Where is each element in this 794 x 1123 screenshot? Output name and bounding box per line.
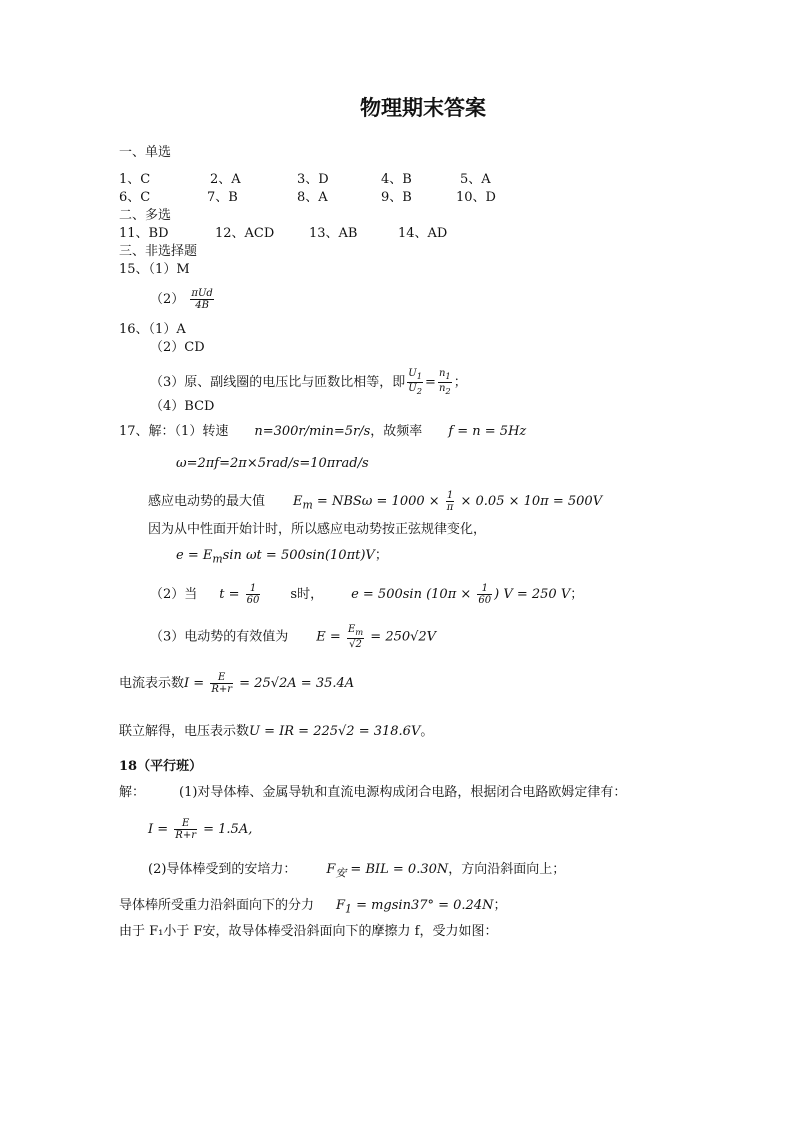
answer-item: 9、B — [381, 190, 412, 205]
answer-item: 14、AD — [398, 226, 448, 241]
q17-e-equation: $e = E_m\sin$ ωt = 500sin(10πt)V； — [176, 548, 388, 566]
q18-current-equation: I = $\frac{E}{R+r}$ = 1.5A, — [148, 818, 253, 841]
q17-emax: 感应电动势的最大值 $E_m = NBS\omega = 1000$ × $\frac{1}{\pi}$ × 0.05 × 10π = 500V — [148, 490, 603, 513]
answer-item: 7、B — [207, 190, 238, 205]
section-heading-single-choice: 一、单选 — [119, 145, 172, 160]
answer-item: 11、BD — [119, 226, 169, 241]
q16-part4: （4）BCD — [150, 399, 215, 414]
q15-part1: 15、（1）M — [119, 262, 190, 277]
page-title: 物理期末答案 — [360, 95, 486, 120]
q16-part2: （2）CD — [150, 340, 205, 355]
section-heading-non-choice: 三、非选择题 — [119, 244, 198, 259]
q17-omega: ω=2πf=2π×5rad/s=10πrad/s — [176, 456, 369, 471]
q16-part1: 16、（1）A — [119, 322, 186, 337]
q18-heading: 18（平行班） — [119, 759, 203, 774]
answer-item: 12、ACD — [215, 226, 275, 241]
answer-item: 13、AB — [309, 226, 358, 241]
section-heading-multi-choice: 二、多选 — [119, 208, 172, 223]
q18-friction: 由于 F₁小于 F安，故导体棒受沿斜面向下的摩擦力 f，受力如图： — [119, 924, 498, 939]
answer-item: 10、D — [456, 190, 496, 205]
q15-fraction: $\frac{\text{πUd}}{4B}$ — [191, 288, 213, 311]
q18-gravity: 导体棒所受重力沿斜面向下的分力 $F_1 = mgsin37^\circ = 0.24N$； — [119, 898, 507, 916]
q17-part2: （2）当 t = $\frac{1}{60}$ s时， e = 500sin (10π × $\frac{1}{60}$ ) V = 250 V； — [150, 583, 584, 606]
q17-reason: 因为从中性面开始计时，所以感应电动势按正弦规律变化， — [148, 522, 487, 537]
q18-part2: (2)导体棒受到的安培力： $F_安$ = BIL = 0.30N，方向沿斜面向上； — [148, 862, 566, 880]
q17-voltage: 联立解得，电压表示数U = IR = 225√2 = 318.6V。 — [119, 724, 434, 739]
q17-part1: 17、解：（1）转速 n=300r/min=5r/s，故频率 f = n = 5Hz — [119, 424, 527, 439]
answer-item: 4、B — [381, 172, 412, 187]
answer-item: 2、A — [210, 172, 241, 187]
q18-part1: 解： (1)对导体棒、金属导轨和直流电源构成闭合电路，根据闭合电路欧姆定律有： — [119, 785, 627, 800]
q15-part2: （2） $\frac{\text{πUd}}{4B}$ — [150, 288, 213, 311]
q17-current: 电流表示数I = $\frac{E}{R+r}$ = 25√2A = 35.4A — [119, 672, 355, 695]
answer-item: 6、C — [119, 190, 151, 205]
q16-part3: （3）原、副线圈的电压比与匝数比相等，即 $\frac{U_1}{U_2}$ = $\frac{n_1}{n_2}$ ； — [150, 368, 467, 396]
answer-item: 8、A — [297, 190, 328, 205]
answer-item: 3、D — [297, 172, 329, 187]
answer-item: 1、C — [119, 172, 151, 187]
answer-item: 5、A — [460, 172, 491, 187]
q17-part3: （3）电动势的有效值为 E = $\frac{E_m}{√2}$ = 250√2V — [150, 624, 437, 650]
